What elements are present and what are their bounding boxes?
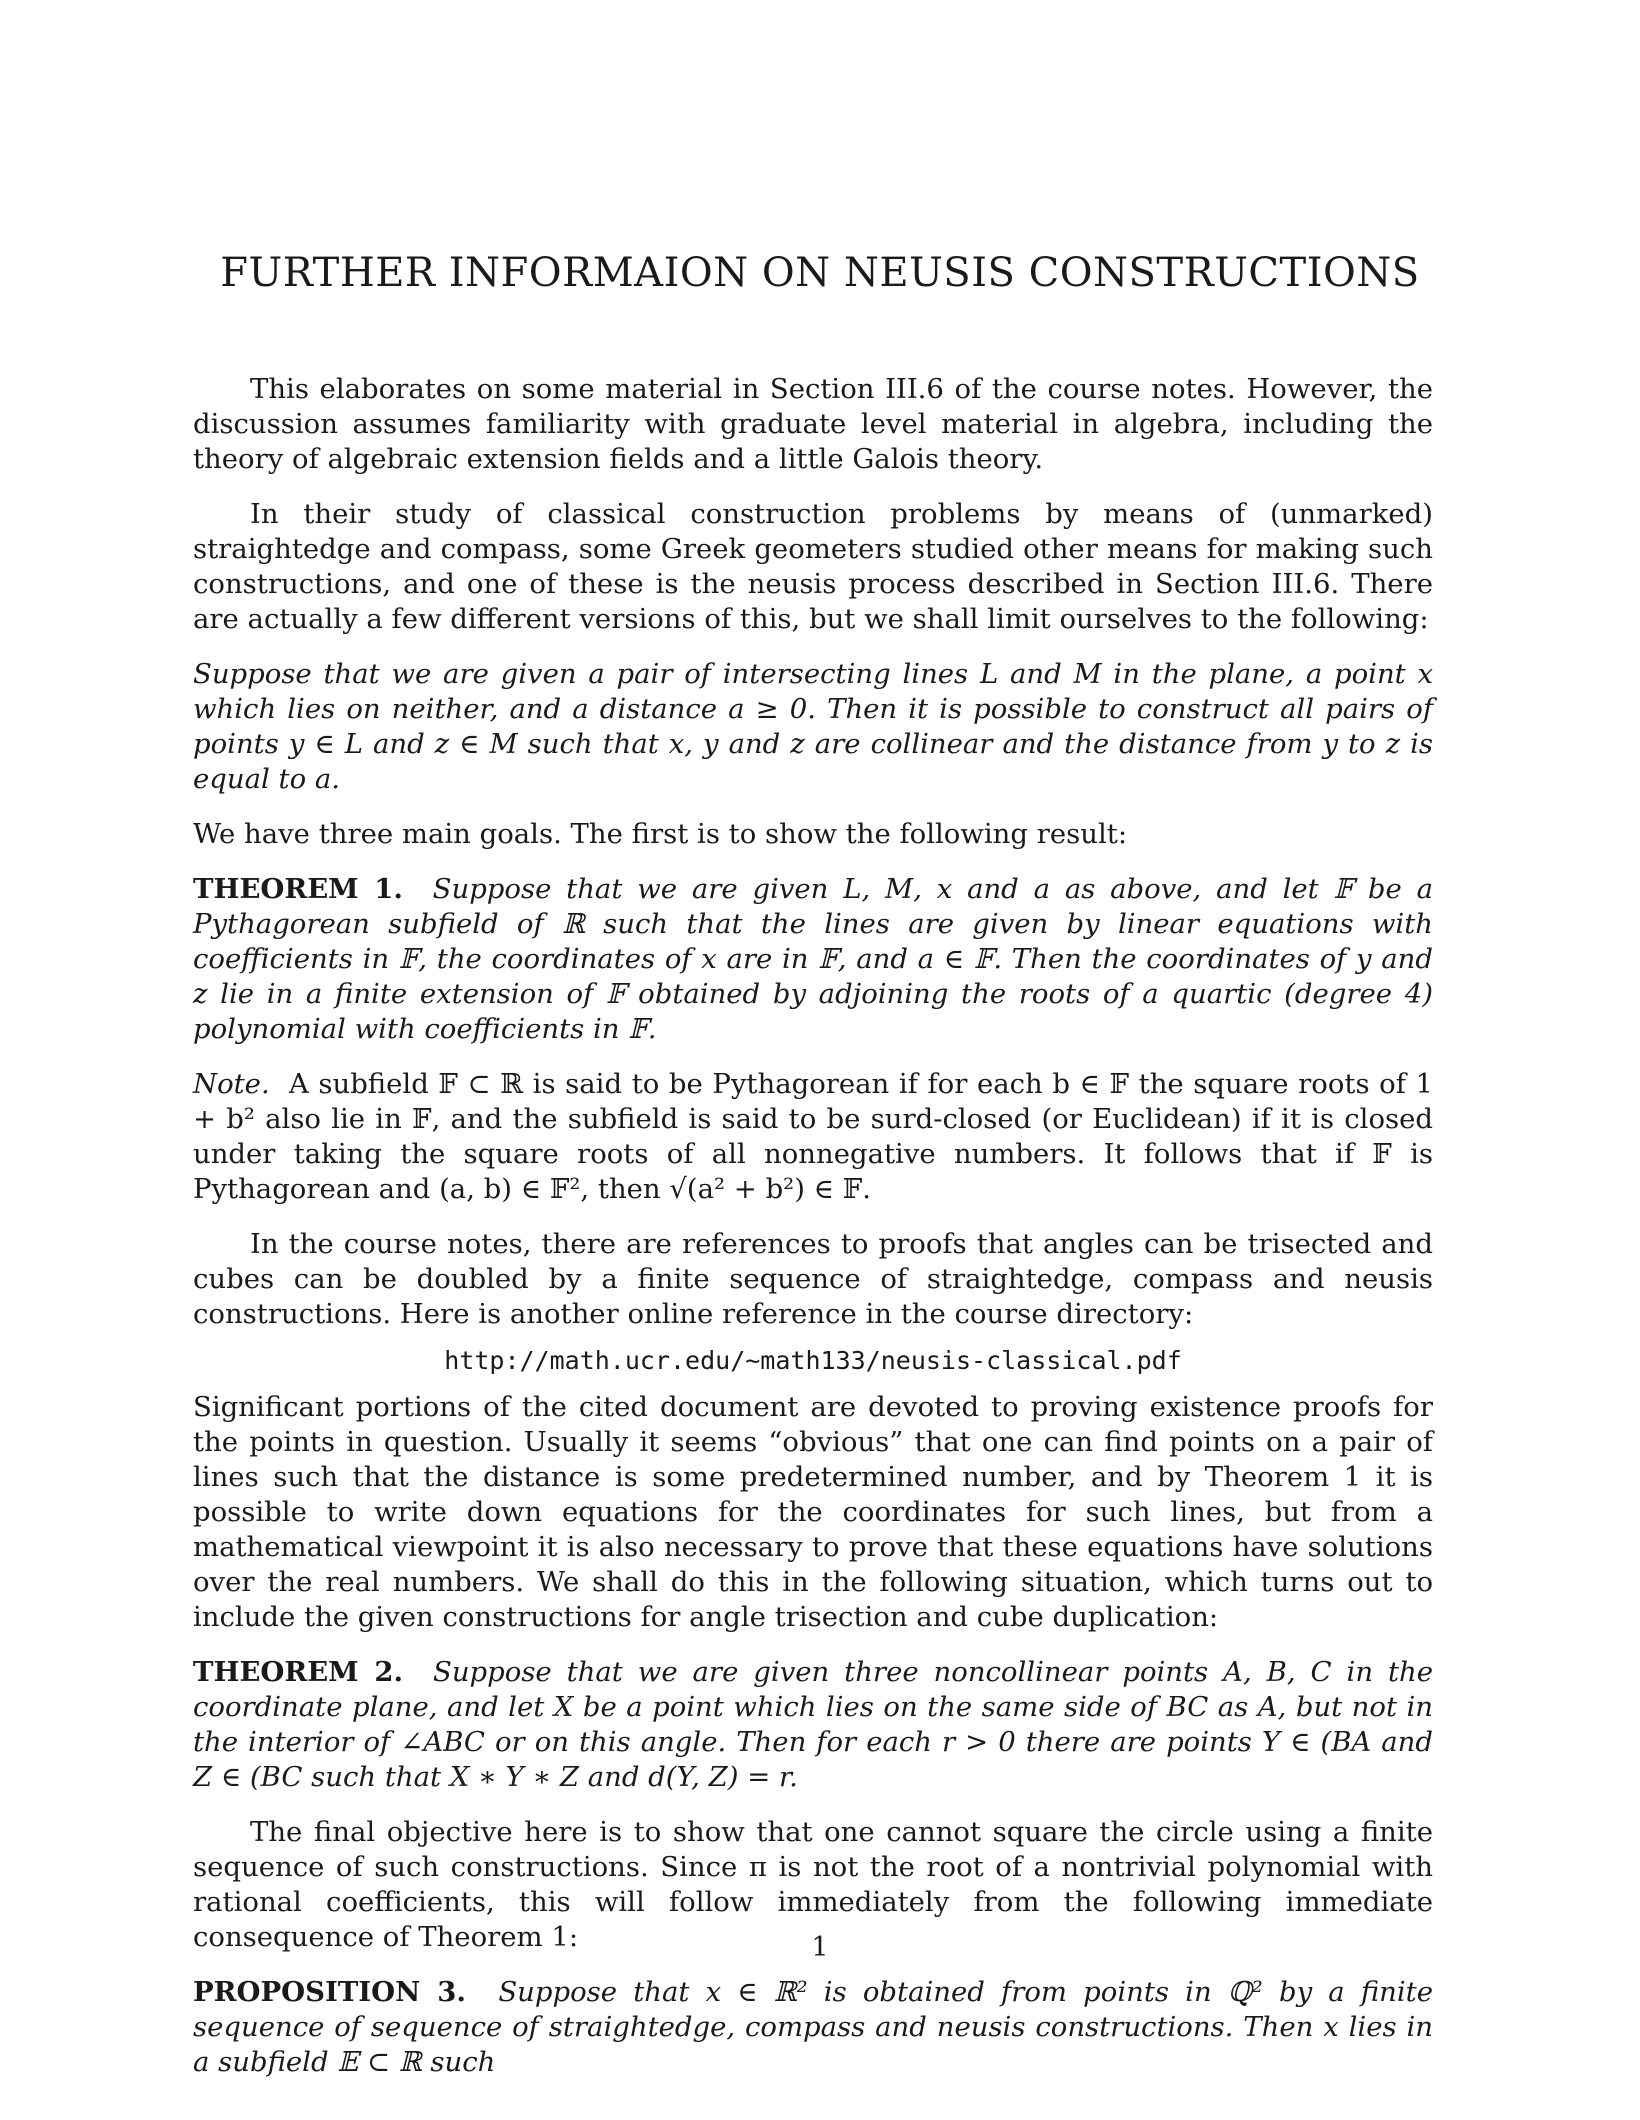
note-label: Note. [193, 1068, 270, 1100]
body-text [193, 372, 1433, 2080]
theorem-1 [193, 872, 1433, 1047]
note [193, 1067, 1433, 1207]
theorem-1-label: THEOREM 1. [193, 873, 403, 905]
theorem-2 [193, 1655, 1433, 1795]
theorem-2-label: THEOREM 2. [193, 1656, 404, 1688]
proposition-3 [193, 1975, 1433, 2080]
paragraph-references: In the course notes, there are references to proofs that angles can be trisected and cubes can be doubled by a finite sequence of straightedge, compass and neusis constructions. Here is another online reference in the course directory: [193, 1228, 1433, 1330]
paragraph-goals: We have three main goals. The first is to show the following result: [193, 818, 1128, 850]
proposition-3-label: PROPOSITION 3. [193, 1976, 466, 2008]
note-text: A subfield 𝔽 ⊂ ℝ is said to be Pythagorean if for each b ∈ 𝔽 the square roots of 1 + b² also lie in 𝔽, and the subfield is said to be surd-closed (or Euclidean) if it is closed under taking the square roots of all nonnegative numbers. It follows that if 𝔽 is Pythagorean and (a, b) ∈ 𝔽², then √(a² + b²) ∈ 𝔽. [193, 1068, 1433, 1205]
theorem-1-text: Suppose that we are given L, M, x and a as above, and let 𝔽 be a Pythagorean subfield of ℝ such that the lines are given by linear equations with coefficients in 𝔽, the coordinates of x are in 𝔽, and a ∈ 𝔽. Then the coordinates of y and z lie in a finite extension of 𝔽 obtained by adjoining the roots of a quartic (degree 4) polynomial with coefficients in 𝔽. [193, 873, 1433, 1045]
page-number: 1 [811, 1932, 829, 1963]
page-title: FURTHER INFORMAION ON NEUSIS CONSTRUCTIONS [220, 250, 1420, 296]
neusis-statement: Suppose that we are given a pair of intersecting lines L and M in the plane, a point x which lies on neither, and a distance a ≥ 0. Then it is possible to construct all pairs of points y ∈ L and z ∈ M such that x, y and z are collinear and the distance from y to z is equal to a. [193, 658, 1433, 795]
theorem-2-text: Suppose that we are given three noncollinear points A, B, C in the coordinate plane, and let X be a point which lies on the same side of BC as A, but not in the interior of ∠ABC or on this angle. Then for each r > 0 there are points Y ∈ (BA and Z ∈ (BC such that X ∗ Y ∗ Z and d(Y, Z) = r. [193, 1656, 1434, 1793]
paragraph-final-objective: The final objective here is to show that one cannot square the circle using a finite sequence of such constructions. Since π is not the root of a nontrivial polynomial with rational coefficients, this will follow immediately from the following immediate consequence of Theorem 1: [193, 1816, 1433, 1953]
proposition-3-text: Suppose that x ∈ ℝ² is obtained from points in ℚ² by a finite sequence of sequence of straightedge, compass and neusis constructions. Then x lies in a subfield 𝔼 ⊂ ℝ such [193, 1976, 1434, 2078]
paragraph-intro: This elaborates on some material in Section III.6 of the course notes. However, the discussion assumes familiarity with graduate level material in algebra, including the theory of algebraic extension fields and a little Galois theory. [193, 373, 1433, 475]
reference-url: http://math.ucr.edu/~math133/neusis-classical.pdf [444, 1346, 1182, 1375]
paragraph-existence-proofs: Significant portions of the cited document are devoted to proving existence proofs for the points in question. Usually it seems “obvious” that one can find points on a pair of lines such that the distance is some predetermined number, and by Theorem 1 it is possible to write down equations for the coordinates for such lines, but from a mathematical viewpoint it is also necessary to prove that these equations have solutions over the real numbers. We shall do this in the following situation, which turns out to include the given constructions for angle trisection and cube duplication: [193, 1391, 1433, 1633]
paragraph-greek-geometers: In their study of classical construction problems by means of (unmarked) straightedge and compass, some Greek geometers studied other means for making such constructions, and one of these is the neusis process described in Section III.6. There are actually a few different versions of this, but we shall limit ourselves to the following: [193, 498, 1433, 635]
